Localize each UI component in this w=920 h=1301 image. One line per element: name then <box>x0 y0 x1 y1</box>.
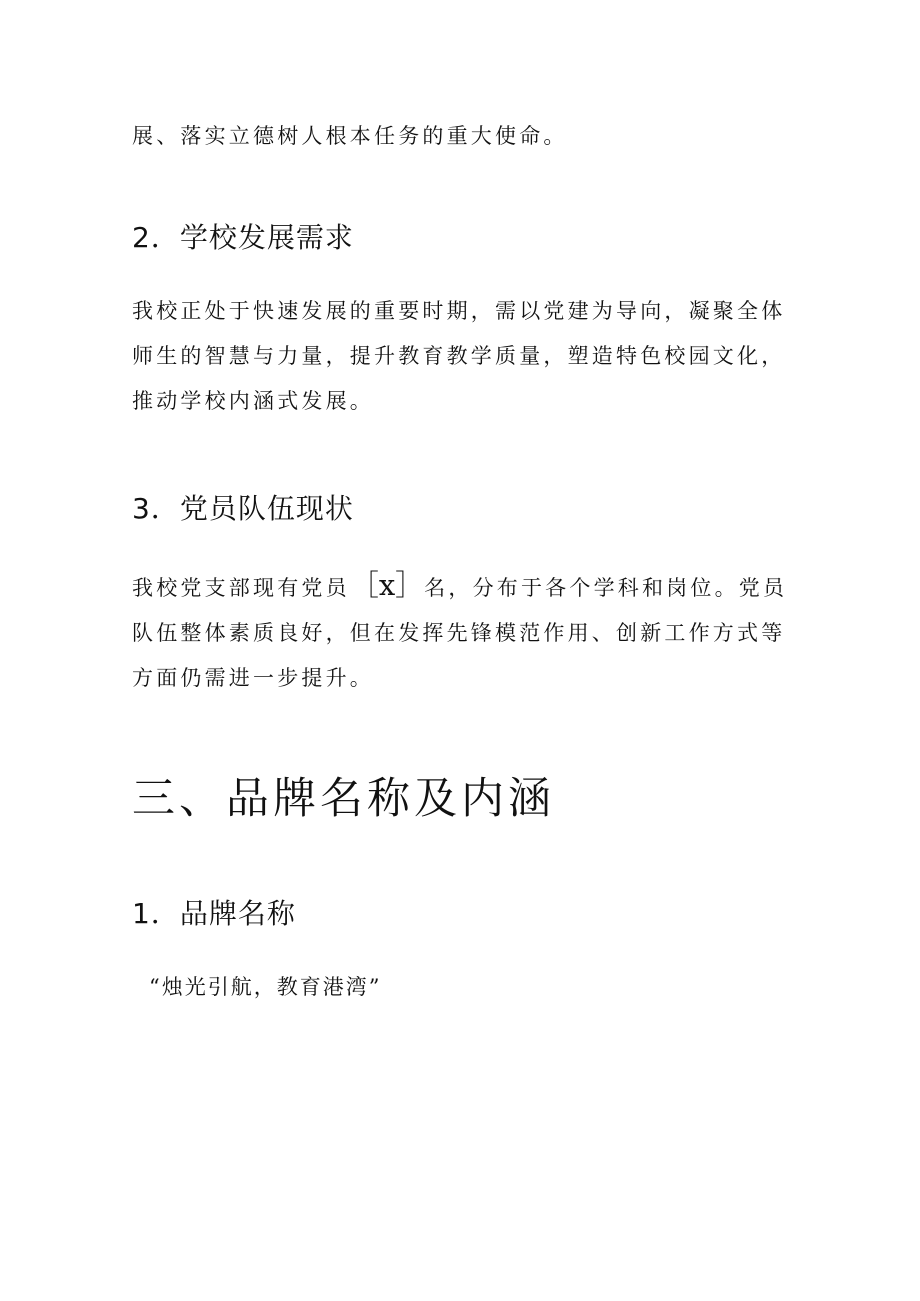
brand-name-subheading: 1．品牌名称 <box>132 897 296 930</box>
member-count-placeholder: ［x］ <box>349 568 425 602</box>
party-member-paragraph-prefix: 我校党支部现有党员 <box>132 576 350 600</box>
school-development-paragraph: 我校正处于快速发展的重要时期，需以党建为导向，凝聚全体师生的智慧与力量，提升教育教学质量，塑造特色校园文化，推动学校内涵式发展。 <box>132 299 786 413</box>
section-heading-party-member-status: 3．党员队伍现状 <box>132 492 354 525</box>
brand-name-quote: “烛光引航，教育港湾” <box>149 975 382 999</box>
party-member-status-paragraph <box>132 563 796 701</box>
section-heading-school-development-needs: 2．学校发展需求 <box>132 221 354 254</box>
intro-paragraph: 展、落实立德树人根本任务的重大使命。 <box>132 124 568 148</box>
chapter-heading-brand: 三、品牌名称及内涵 <box>132 774 555 824</box>
party-member-paragraph-suffix: 名，分布于各个学科和岗位。党员队伍整体素质良好，但在发挥先锋模范作用、创新工作方式等方面仍需进一步提升。 <box>132 576 788 690</box>
